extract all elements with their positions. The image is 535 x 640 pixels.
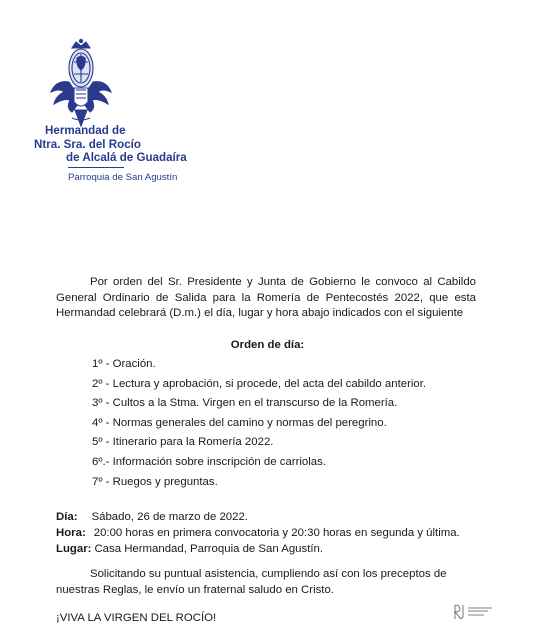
time-row [56,525,496,541]
closing-acclamation: ¡VIVA LA VIRGEN DEL ROCÍO! [56,612,217,624]
parish-name: Parroquia de San Agustín [68,172,178,183]
agenda-item: 2º - Lectura y aprobación, si procede, del acta del cabildo anterior. [92,377,427,390]
closing-paragraph: Solicitando su puntual asistencia, cumpliendo así con los preceptos de nuestras Reglas, le envío un fraternal saludo en Cristo. [56,568,447,596]
signature-stamp-icon [452,602,508,622]
heraldic-crest-icon [48,38,114,130]
brotherhood-name [34,124,204,183]
agenda-title: Orden de día: [230,339,305,351]
agenda-list [92,355,492,492]
place-value: Casa Hermandad, Parroquia de San Agustín. [94,543,324,555]
brand-line-3: de Alcalá de Guadaíra [66,151,187,164]
agenda-item: 1º - Oración. [92,358,156,370]
brand-line-1: Hermandad de [45,124,126,137]
time-label: Hora: [56,527,86,539]
agenda-item: 6º.- Información sobre inscripción de carriolas. [92,455,326,468]
place-label: Lugar: [56,543,92,555]
time-value: 20:00 horas en primera convocatoria y 20:30 horas en segunda y última. [93,527,460,539]
agenda-item: 7º - Ruegos y preguntas. [92,475,218,488]
place-row [56,541,496,557]
brand-line-2: Ntra. Sra. del Rocío [34,137,141,151]
agenda-item: 4º - Normas generales del camino y normas del peregrino. [92,416,387,429]
agenda-item: 3º - Cultos a la Stma. Virgen en el transcurso de la Romería. [92,397,398,410]
meeting-details [56,509,496,557]
intro-paragraph: Por orden del Sr. Presidente y Junta de Gobierno le convoco al Cabildo General Ordinario de Salida para la Romería de Pentecostés 2022, que esta Hermandad celebrará (D.m.) el día, lugar y hora abajo indicados con el siguiente [56,276,476,319]
date-value: Sábado, 26 de marzo de 2022. [91,511,248,523]
agenda-item: 5º - Itinerario para la Romería 2022. [92,436,274,449]
brand-divider [68,167,124,168]
date-label: Día: [56,511,78,523]
date-row [56,509,496,525]
